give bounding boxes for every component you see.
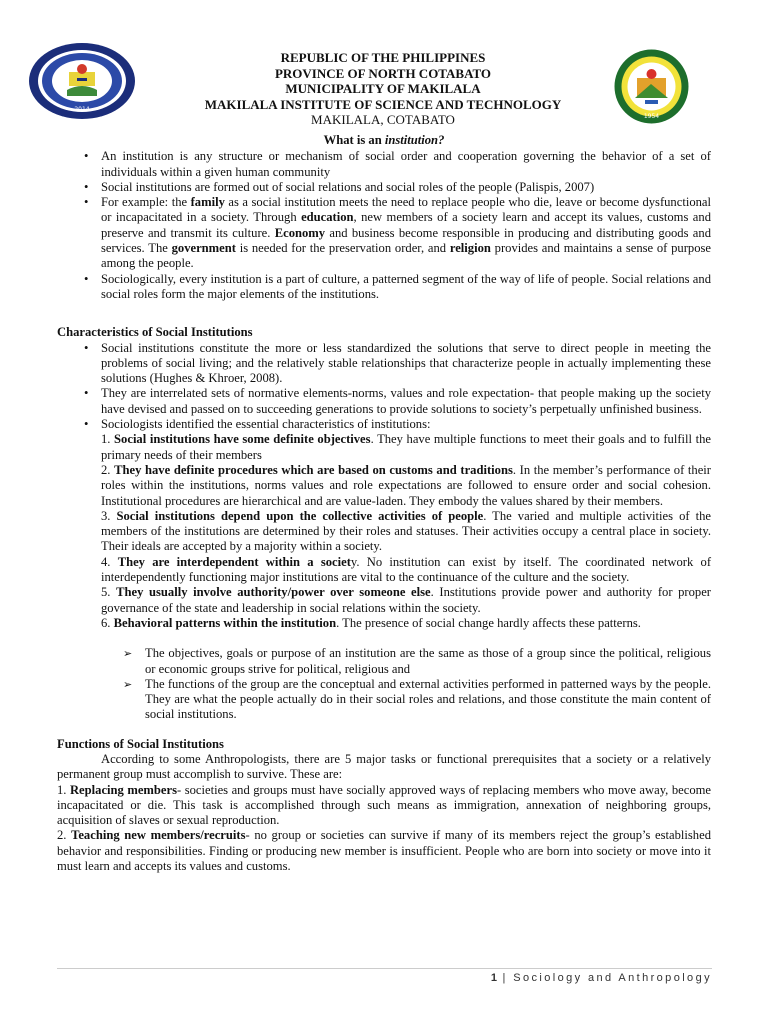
- characteristics-bullet-1: • Social institutions constitute the more or less standardized the solutions that serve to direct people in meeting the problems of social living; and the relatively stable relationships that characterize people in actually implementing these solutions (Hughes & Khroer, 2008).: [57, 341, 711, 387]
- footer-title: Sociology and Anthropology: [513, 972, 712, 984]
- municipality-seal-logo: [613, 48, 690, 125]
- arrow-bullet-list: [57, 646, 711, 722]
- intro-bullet-1: • An institution is any structure or mechanism of social order and cooperation governing the behavior of a set of individuals within a given human community: [57, 149, 711, 180]
- characteristics-bullet-3: • Sociologists identified the essential characteristics of institutions:: [57, 417, 711, 432]
- characteristics-bullet-2: • They are interrelated sets of normative elements-norms, values and role expectation- that people making up the society have devised and passed on to succeeding generations to provide solutions to society’s perpetually unfinished business.: [57, 386, 711, 417]
- header-institution: MAKILALA INSTITUTE OF SCIENCE AND TECHNOLOGY: [204, 96, 562, 112]
- letterhead: [150, 50, 616, 128]
- characteristic-item-6: 6. Behavioral patterns within the institution. The presence of social change hardly affects these patterns.: [101, 615, 641, 630]
- characteristic-item-3: 3. Social institutions depend upon the collective activities of people. The varied and multiple activities of the members of the institutions are determined by their roles and statuses. Their activities occupy a central place in society. Their ideals are accepted by a majority within a society.: [101, 508, 712, 554]
- characteristic-item-1: 1. Social institutions have some definite objectives. They have multiple functions to meet their goals and to fulfill the primary needs of their members: [101, 432, 712, 462]
- svg-text:2014: 2014: [74, 106, 90, 113]
- document-body: [57, 133, 711, 874]
- intro-bullet-3: • For example: the family as a social institution meets the need to replace people who die, leave or become dysfunctional or incapacitated in a society. Through education, new members of a society learn and accept its values, customs and preserve and transmit its culture. Economy and business become responsible in producing and distributing goods and services. The government is needed for the preservation order, and religion provides and maintains a sense of purpose among the people.: [57, 195, 711, 271]
- header-municipality: MUNICIPALITY OF MAKILALA: [285, 81, 481, 96]
- section-title-what-is-institution: What is an institution?: [323, 133, 445, 147]
- function-item-1: 1. Replacing members- societies and groups must have socially approved ways of replacing members who move away, become incapacitated or die. This task is accomplished through such means as immigration, annexation of neighboring groups, acquisition of slaves or sexual reproduction.: [57, 782, 711, 828]
- arrow-bullet-1: ➢ The objectives, goals or purpose of an institution are the same as those of a group since the political, religious or economic groups strive for political, religious and: [57, 646, 711, 677]
- footer-divider: [57, 968, 712, 969]
- svg-text:1954: 1954: [643, 113, 660, 120]
- intro-bullet-4: • Sociologically, every institution is a part of culture, a patterned segment of the way of life of people. Social relations and social roles form the major elements of the institutions.: [57, 272, 711, 303]
- characteristic-item-2: 2. They have definite procedures which are based on customs and traditions. In the member’s performance of their roles within the institutions, norms values and role expectations are followed to ensure order and social cohesion. Institutional procedures are hierarchical and are value-laden. They embody the values shared by their members.: [101, 462, 712, 508]
- institute-seal-logo: [27, 42, 137, 120]
- characteristic-item-4: 4. They are interdependent within a society. No institution can exist by itself. The coordinated network of interdependently functioning major institutions are vital to the continuance of the culture and the society.: [101, 554, 712, 585]
- characteristics-bullet-list: [57, 341, 711, 433]
- header-location: MAKILALA, COTABATO: [311, 112, 455, 127]
- arrow-bullet-2: ➢ The functions of the group are the conceptual and external activities performed in patterned ways by the people. They are what the people actually do in their social roles and relations, and those constitute the main content of social institutions.: [57, 677, 711, 723]
- header-country: REPUBLIC OF THE PHILIPPINES: [280, 50, 486, 65]
- function-item-2: 2. Teaching new members/recruits- no group or societies can survive if many of its members reject the group’s established behavior and responsibilities. Finding or producing new member is insufficient. People who are born into society or move into it must learn and accepts its values and customs.: [57, 828, 711, 874]
- heading-functions: Functions of Social Institutions: [57, 736, 224, 751]
- intro-bullet-2: • Social institutions are formed out of social relations and social roles of the people (Palispis, 2007): [57, 180, 711, 195]
- functions-intro: According to some Anthropologists, there are 5 major tasks or functional prerequisites that a society or a relatively permanent group must accomplish to survive. These are:: [57, 751, 711, 782]
- heading-characteristics: Characteristics of Social Institutions: [57, 325, 253, 340]
- header-province: PROVINCE OF NORTH COTABATO: [274, 65, 492, 81]
- page-footer: 1 | Sociology and Anthropology: [490, 972, 712, 984]
- page-number: 1: [490, 972, 498, 984]
- characteristic-item-5: 5. They usually involve authority/power over someone else. Institutions provide power and authority for proper governance of the state and leadership in social relations within the society.: [101, 585, 712, 615]
- intro-bullet-list: [57, 149, 711, 302]
